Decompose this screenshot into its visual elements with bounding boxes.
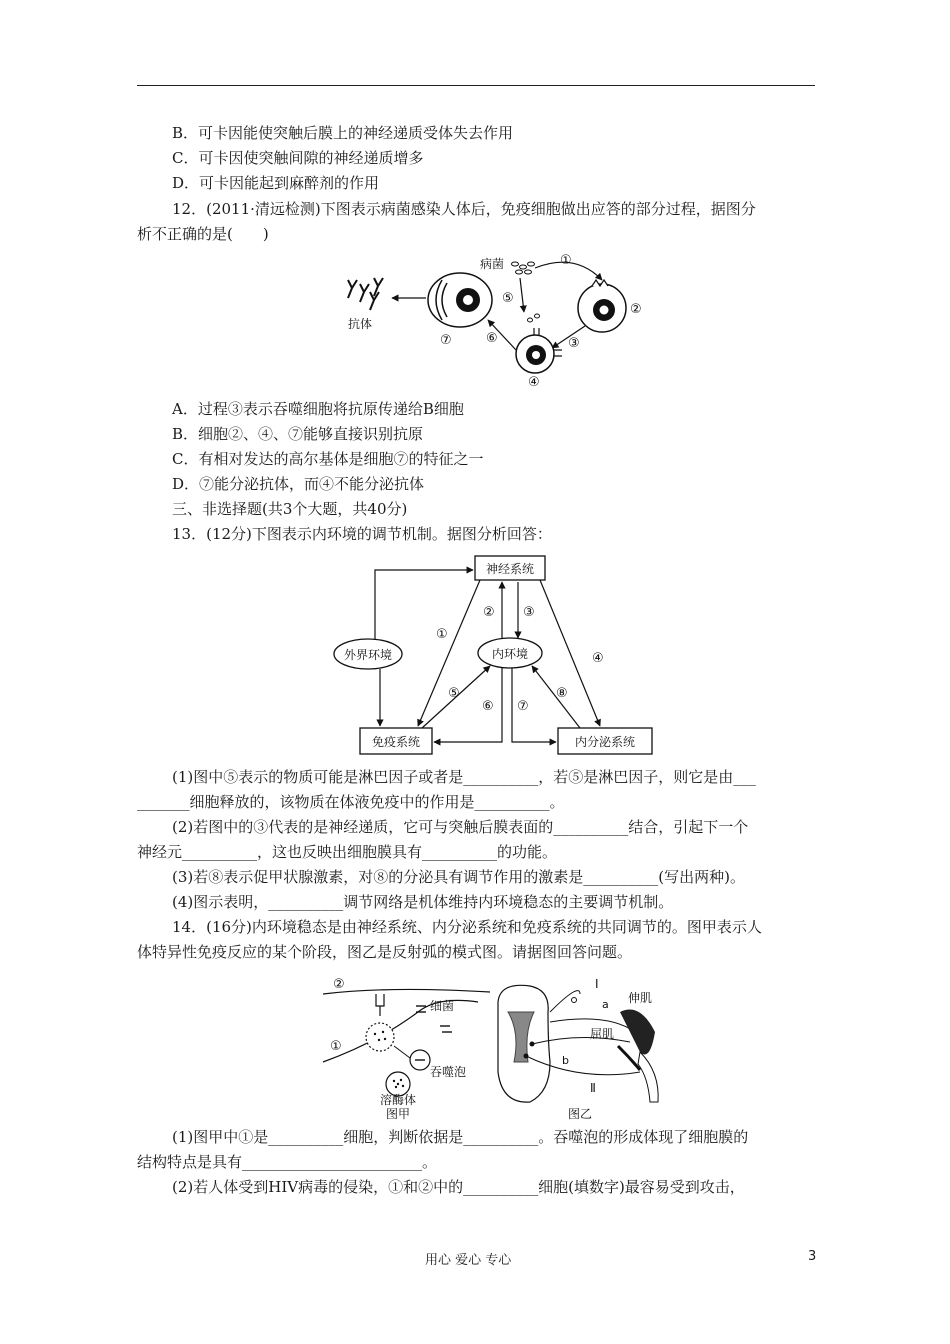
q14-stem-line2: 体特异性免疫反应的某个阶段，图乙是反射弧的模式图。请据图回答问题。 <box>137 943 633 961</box>
q14-line-3: (2)若人体受到HIV病毒的侵染，①和②中的__________细胞(填数字)最容易受到攻击， <box>172 1178 745 1196</box>
q12-stem-line1: 12．(2011·清远检测)下图表示病菌感染人体后，免疫细胞做出应答的部分过程，据图分 <box>172 200 756 218</box>
q12-option-c: C．有相对发达的高尔基体是细胞⑦的特征之一 <box>172 450 484 468</box>
q13-line-2: _______细胞释放的，该物质在体液免疫中的作用是__________。 <box>137 793 565 811</box>
label-4: ④ <box>592 651 604 666</box>
q14-line-2: 结构特点是具有________________________。 <box>137 1153 438 1171</box>
q13-line-1: (1)图中⑤表示的物质可能是淋巴因子或者是__________，若⑤是淋巴因子，则它是由___ <box>172 768 756 786</box>
external-environment-label: 外界环境 <box>343 648 393 662</box>
q12-option-b: B．细胞②、④、⑦能够直接识别抗原 <box>172 425 424 443</box>
roman-2-label: Ⅱ <box>590 1081 596 1095</box>
label-2: ② <box>333 977 345 992</box>
q12-option-d: D．⑦能分泌抗体，而④不能分泌抗体 <box>172 475 425 493</box>
label-6: ⑥ <box>486 331 498 346</box>
bacteria-label: 病菌 <box>480 257 505 271</box>
footer-slogan: 用心 爱心 专心 <box>425 1253 512 1268</box>
label-5: ⑤ <box>448 686 460 701</box>
phagocyte-cell <box>578 280 626 332</box>
q13-regulation-figure <box>330 552 660 760</box>
q13-stem: 13．(12分)下图表示内环境的调节机制。据图分析回答： <box>172 525 552 543</box>
extensor-label: 伸肌 <box>628 991 653 1005</box>
phagosome-label: 吞噬泡 <box>430 1065 467 1079</box>
label-a: a <box>602 998 609 1011</box>
endocrine-system-label: 内分泌系统 <box>574 735 636 749</box>
roman-1-label: Ⅰ <box>595 977 599 991</box>
label-8: ⑧ <box>556 686 568 701</box>
label-b: b <box>562 1054 569 1067</box>
figure-a-caption: 图甲 <box>386 1107 411 1121</box>
label-2: ② <box>630 302 642 317</box>
section-3-heading: 三、非选择题(共3个大题，共40分) <box>172 500 408 518</box>
q11-option-c: C．可卡因使突触间隙的神经递质增多 <box>172 149 424 167</box>
label-3: ③ <box>523 605 535 620</box>
q13-line-6: (4)图示表明，__________调节网络是机体维持内环境稳态的主要调节机制。 <box>172 893 674 911</box>
header-rule <box>137 85 815 86</box>
antibody-label: 抗体 <box>348 317 373 331</box>
label-7: ⑦ <box>440 333 452 348</box>
b-cell <box>516 328 562 373</box>
q14-stem-line1: 14．(16分)内环境稳态是由神经系统、内分泌系统和免疫系统的共同调节的。图甲表示人 <box>172 918 762 936</box>
q12-immune-response-figure <box>330 250 660 390</box>
q14-line-1: (1)图甲中①是__________细胞，判断依据是__________。吞噬泡的形成体现了细胞膜的 <box>172 1128 749 1146</box>
q13-line-3: (2)若图中的③代表的是神经递质，它可与突触后膜表面的__________结合，引起下一个 <box>172 818 749 836</box>
immune-system-label: 免疫系统 <box>371 735 421 749</box>
q12-option-a: A．过程③表示吞噬细胞将抗原传递给B细胞 <box>172 400 464 418</box>
flexor-label: 屈肌 <box>590 1027 615 1041</box>
label-6: ⑥ <box>482 699 494 714</box>
q12-stem-line2: 析不正确的是( ) <box>137 225 269 243</box>
label-5: ⑤ <box>502 291 514 306</box>
bacteria-icon <box>512 262 535 274</box>
internal-environment-label: 内环境 <box>491 647 529 661</box>
label-2: ② <box>483 605 495 620</box>
plasma-cell <box>428 273 492 327</box>
q11-option-d: D．可卡因能起到麻醉剂的作用 <box>172 174 380 192</box>
lysosome-label: 溶酶体 <box>380 1093 417 1107</box>
label-1: ① <box>330 1039 342 1054</box>
q11-option-b: B．可卡因能使突触后膜上的神经递质受体失去作用 <box>172 124 514 142</box>
figure-b-caption: 图乙 <box>568 1107 593 1121</box>
label-4: ④ <box>528 375 540 390</box>
q14-figure-a <box>318 972 490 1122</box>
label-1: ① <box>436 627 448 642</box>
label-3: ③ <box>568 336 580 351</box>
antibody-icon <box>348 278 383 310</box>
label-7: ⑦ <box>517 699 529 714</box>
label-1: ① <box>560 253 572 268</box>
q13-line-4: 神经元__________，这也反映出细胞膜具有__________的功能。 <box>137 843 558 861</box>
q14-figure-b <box>490 972 665 1122</box>
page-number: 3 <box>808 1249 817 1264</box>
nervous-system-label: 神经系统 <box>485 562 535 576</box>
q13-line-5: (3)若⑧表示促甲状腺激素，对⑧的分泌具有调节作用的激素是__________(写出两种)。 <box>172 868 745 886</box>
bacteria-label: 细菌 <box>430 999 455 1013</box>
